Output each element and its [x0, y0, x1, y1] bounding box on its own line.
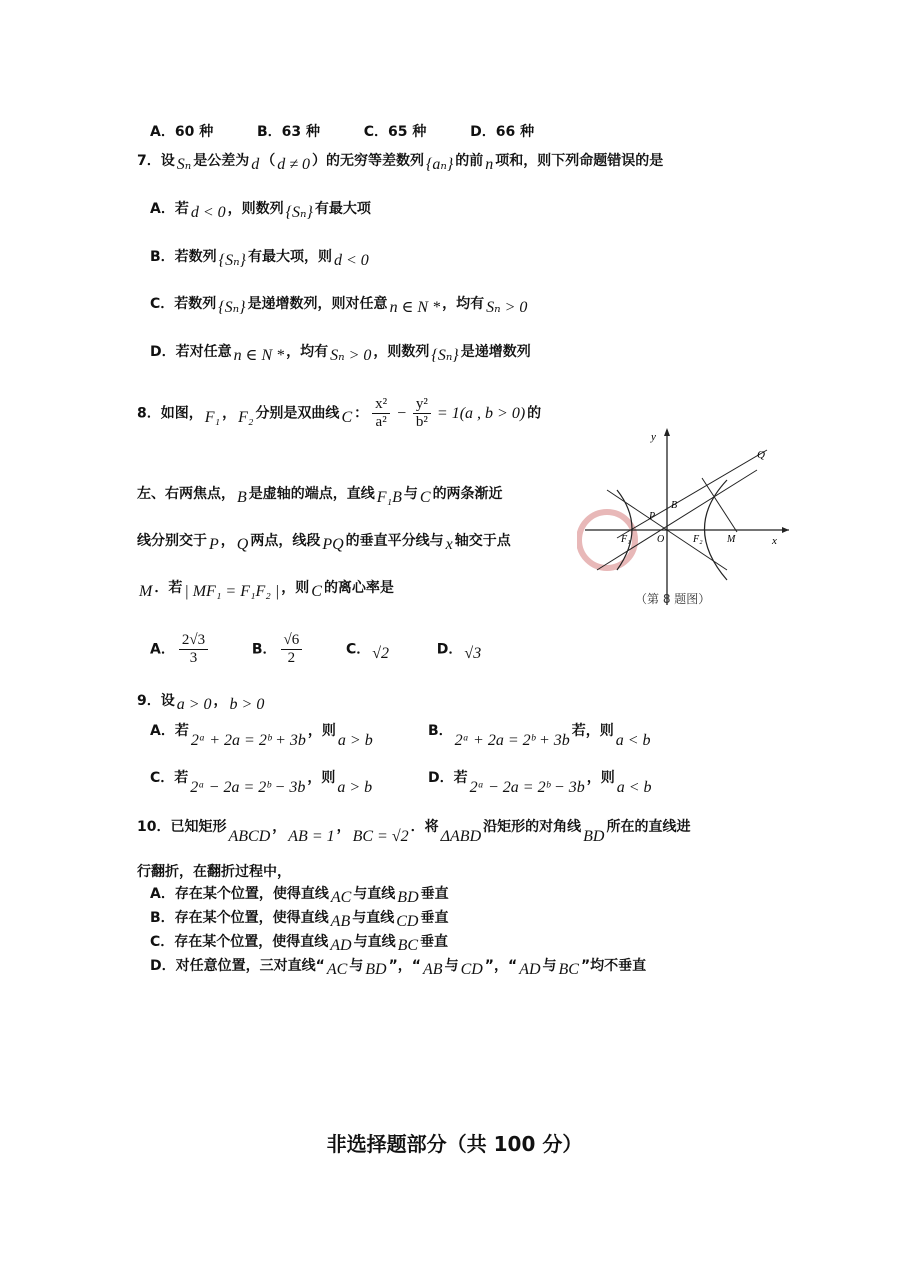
q8-option-a-label: A．	[150, 641, 175, 658]
q9-number: 9．设	[137, 693, 175, 709]
q9-a-mid: ，则	[307, 723, 336, 739]
q7-a-post: 有最大项	[314, 201, 371, 217]
section-title: 非选择题部分（共 100 分）	[326, 1132, 583, 1156]
math: CD	[396, 913, 419, 930]
label-p: P	[649, 511, 656, 522]
label-q: Q	[757, 449, 765, 461]
math: ABCD	[228, 828, 271, 845]
q7-c-mid: 是递增数列，则对任意	[247, 296, 388, 312]
math-sn: Sₙ	[176, 156, 192, 173]
math: n ∈ N *	[389, 299, 441, 316]
q10-c-pre: C．存在某个位置，使得直线	[150, 934, 329, 950]
math-p: P	[209, 536, 219, 553]
math: {Sₙ}	[285, 204, 313, 221]
q8-option-b-label: B．	[251, 641, 277, 658]
line-f1b	[617, 450, 767, 538]
sep: ，	[272, 819, 287, 835]
math-f2: F₂	[238, 408, 254, 426]
math-b: B	[237, 489, 247, 506]
q7-b-mid: 有最大项，则	[247, 249, 332, 265]
math: 2ᵃ − 2a = 2ᵇ − 3b	[190, 779, 306, 796]
text: 与	[444, 958, 459, 974]
math: BD	[583, 828, 605, 845]
q7-option-c	[150, 293, 529, 316]
q8-text: 是虚轴的端点，直线	[248, 486, 375, 502]
q8-text: ．若	[154, 580, 183, 596]
q8-text: 与	[403, 486, 418, 502]
numerator: y²	[413, 396, 431, 414]
math-c: C	[419, 489, 431, 506]
q8-line-1	[137, 396, 541, 431]
math-d-neq-0: d ≠ 0	[277, 156, 311, 173]
q7-c-pre: C．若数列	[150, 296, 217, 312]
q10-option-b	[150, 907, 449, 930]
math: d < 0	[190, 204, 226, 221]
q8-text: 的垂直平分线与	[345, 533, 444, 549]
label-x: x	[772, 535, 777, 547]
q9-d-pre: D．若	[428, 770, 468, 786]
math-an: {aₙ}	[426, 156, 454, 173]
math: {Sₙ}	[218, 299, 246, 316]
q9-option-d	[428, 767, 654, 796]
q10-option-c	[150, 931, 449, 954]
q10-b-post: 垂直	[420, 910, 449, 926]
math-sqrt2: √2	[372, 644, 390, 662]
q6-option-d: D．66 种	[470, 124, 535, 140]
math-sqrt3: √3	[464, 644, 482, 662]
q9-option-a	[150, 720, 375, 749]
q10-text: 沿矩形的对角线	[483, 819, 582, 835]
q10-line-1	[137, 816, 691, 845]
asymptote-1	[597, 470, 757, 570]
denominator: a²	[375, 414, 387, 430]
q6-option-c: C．65 种	[363, 124, 427, 140]
math-c: C	[341, 408, 353, 426]
q6-options	[150, 121, 534, 141]
q8-option-c-label: C．	[345, 641, 371, 658]
q7-d-mid: ，均有	[286, 344, 329, 360]
math-d: d	[251, 156, 260, 173]
q10-b-pre: B．存在某个位置，使得直线	[150, 910, 329, 926]
math: d < 0	[333, 252, 369, 269]
q9-d-mid: ，则	[586, 770, 615, 786]
q10-a-post: 垂直	[420, 886, 449, 902]
q7-d-post: 是递增数列	[460, 344, 531, 360]
sep: ，	[213, 693, 228, 709]
math: AD	[519, 961, 541, 978]
text: 与	[349, 958, 364, 974]
q7-text: 的前	[455, 153, 484, 169]
q10-c-post: 垂直	[420, 934, 449, 950]
math: BD	[397, 889, 419, 906]
label-y: y	[651, 431, 656, 443]
math: AB	[330, 913, 351, 930]
math: AB = 1	[288, 828, 335, 845]
math-q: Q	[236, 536, 249, 553]
q7-text: 项和，则下列命题错误的是	[495, 153, 664, 169]
q10-text: ．将	[410, 819, 439, 835]
math-m: M	[139, 583, 153, 600]
q7-option-b	[150, 246, 371, 269]
q7-d-pre: D．若对任意	[150, 344, 232, 360]
text: ”，“	[388, 958, 422, 974]
q8-text: 两点，线段	[250, 533, 321, 549]
q7-option-d	[150, 341, 531, 364]
math: 2ᵃ + 2a = 2ᵇ + 3b	[190, 732, 306, 749]
q9-a-pre: A．若	[150, 723, 189, 739]
q10-line-2: 行翻折，在翻折过程中，	[137, 864, 291, 880]
q7-text: ）的无穷等差数列	[312, 153, 425, 169]
q10-b-mid: 与直线	[352, 910, 395, 926]
math-c: C	[311, 583, 322, 600]
q9-c-pre: C．若	[150, 770, 189, 786]
q9-b-pre: B．	[428, 723, 453, 739]
q7-text: （	[261, 153, 276, 169]
text: 与	[542, 958, 557, 974]
q9-stem	[137, 690, 266, 713]
math: ΔABD	[440, 828, 482, 845]
q10-c-mid: 与直线	[353, 934, 396, 950]
minus: −	[396, 404, 407, 422]
math: BC = √2	[352, 828, 409, 845]
q8-options	[150, 632, 483, 667]
sep: ，	[222, 405, 237, 422]
math: a < b	[615, 732, 651, 749]
q8-text: 轴交于点	[454, 533, 511, 549]
q10-a-mid: 与直线	[353, 886, 396, 902]
q7-text: 是公差为	[193, 153, 250, 169]
q6-option-b: B．63 种	[256, 124, 320, 140]
q7-b-pre: B．若数列	[150, 249, 217, 265]
x-axis-arrow	[782, 527, 789, 533]
numerator: √6	[281, 632, 303, 650]
fraction-sqrt6-2	[281, 632, 303, 667]
label-o: O	[657, 534, 665, 545]
q8-line-3	[137, 530, 511, 553]
math: CD	[460, 961, 483, 978]
q7-number: 7．设	[137, 153, 175, 169]
q8-text: 左、右两焦点，	[137, 486, 235, 502]
y-axis-arrow	[664, 428, 670, 436]
denominator: 2	[287, 650, 296, 666]
label-f2: F₂	[693, 534, 703, 545]
math: {Sₙ}	[218, 252, 246, 269]
figure-caption: （第 8 题图）	[635, 592, 711, 606]
sep: ，	[220, 533, 235, 549]
q7-a-pre: A．若	[150, 201, 189, 217]
q9-b-mid: 若，则	[571, 723, 614, 739]
math-eq: = 1(a , b > 0)	[436, 404, 526, 422]
math: Sₙ > 0	[486, 299, 528, 316]
math: n ∈ N *	[233, 347, 285, 364]
label-f1: F₁	[621, 534, 631, 545]
q8-text: 的	[527, 405, 542, 422]
q9-option-b	[428, 720, 653, 749]
math: a > b	[337, 779, 373, 796]
q7-stem	[137, 150, 664, 173]
math: {Sₙ}	[431, 347, 459, 364]
math: AD	[330, 937, 352, 954]
q10-option-a	[150, 883, 449, 906]
q10-text: 所在的直线进	[606, 819, 691, 835]
math-f1b: F₁B	[376, 489, 402, 506]
q10-option-d	[150, 955, 647, 978]
q10-number: 10．已知矩形	[137, 819, 227, 835]
math: 2ᵃ − 2a = 2ᵇ − 3b	[469, 779, 585, 796]
math-pq: PQ	[322, 536, 344, 553]
q7-c-mid2: ，均有	[442, 296, 485, 312]
q9-option-c	[150, 767, 374, 796]
math: a > 0	[176, 696, 212, 713]
math: b > 0	[229, 696, 265, 713]
sep: ，	[336, 819, 351, 835]
colon: ：	[354, 405, 369, 422]
q7-option-a	[150, 198, 371, 221]
numerator: 2√3	[179, 632, 208, 650]
label-b: B	[671, 500, 678, 511]
fraction-y2-b2	[413, 396, 431, 431]
denominator: b²	[415, 414, 428, 430]
math: BC	[397, 937, 419, 954]
math: 2ᵃ + 2a = 2ᵇ + 3b	[454, 732, 570, 749]
q7-a-mid: ，则数列	[227, 201, 284, 217]
math-mf1: | MF₁ = F₁F₂ |	[184, 583, 280, 600]
q8-option-d-label: D．	[436, 641, 463, 658]
label-m: M	[727, 534, 736, 545]
q8-line-4	[137, 577, 394, 600]
q8-text: 的离心率是	[323, 580, 394, 596]
text: ”，“	[484, 958, 518, 974]
q8-number: 8．如图，	[137, 405, 203, 422]
math: BD	[365, 961, 387, 978]
q8-text: 线分别交于	[137, 533, 207, 549]
math: AB	[423, 961, 443, 978]
math: a < b	[616, 779, 652, 796]
hyperbola-figure	[577, 420, 792, 610]
fraction-2sqrt3-3	[179, 632, 208, 667]
math: AC	[326, 961, 348, 978]
denominator: 3	[189, 650, 198, 666]
math: AC	[330, 889, 352, 906]
math: BC	[558, 961, 579, 978]
q6-option-a: A．60 种	[150, 124, 214, 140]
q10-a-pre: A．存在某个位置，使得直线	[150, 886, 329, 902]
q8-text: 分别是双曲线	[255, 405, 340, 422]
q8-line-2	[137, 483, 503, 506]
q7-d-mid2: ，则数列	[373, 344, 430, 360]
math-f1: F₁	[204, 408, 221, 426]
q10-d-pre: D．对任意位置，三对直线“	[150, 958, 325, 974]
q10-d-post: ”均不垂直	[580, 958, 647, 974]
q8-text: ，则	[281, 580, 310, 596]
numerator: x²	[372, 396, 390, 414]
fraction-x2-a2	[372, 396, 390, 431]
math-n: n	[485, 156, 494, 173]
math-x: x	[445, 536, 453, 553]
q8-text: 的两条渐近	[432, 486, 503, 502]
math: Sₙ > 0	[330, 347, 372, 364]
q9-c-mid: ，则	[307, 770, 336, 786]
math: a > b	[337, 732, 373, 749]
